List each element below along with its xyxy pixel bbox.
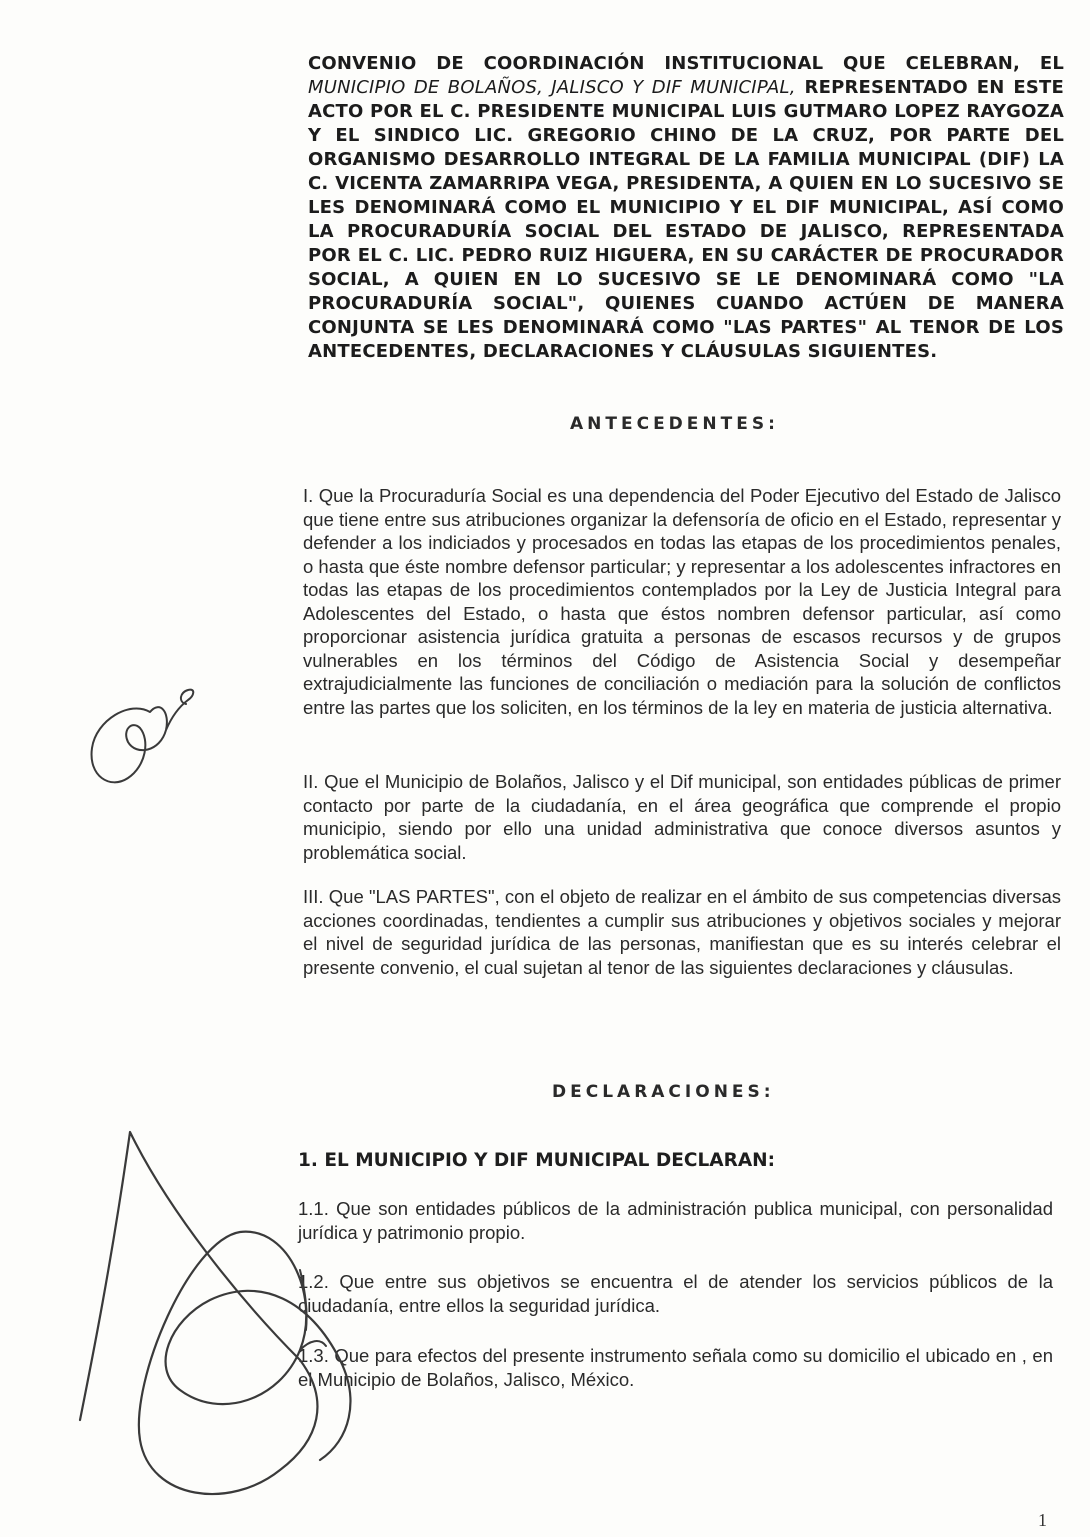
antecedentes-heading: ANTECEDENTES: [570,414,779,434]
declaration-item-1-1: 1.1. Que son entidades públicos de la administración publica municipal, con personalidad jurídica y patrimonio propio. [298,1198,1053,1243]
agreement-title [308,52,1064,364]
declaration-item-1-3: 1.3. Que para efectos del presente instrumento señala como su domicilio el ubicado en , en el Municipio de Bolaños, Jalisco, México. [298,1345,1053,1390]
antecedente-paragraph-2: II. Que el Municipio de Bolaños, Jalisco y el Dif municipal, son entidades públicas de primer contacto por parte de la ciudadanía, en el área geográfica que comprende el propio municipio, siendo por ello una unidad administrativa que conoce diversos asuntos y problemática social. [303,771,1061,863]
declaration-subheading: 1. EL MUNICIPIO Y DIF MUNICIPAL DECLARAN: [298,1150,776,1171]
antecedente-paragraph-1: I. Que la Procuraduría Social es una dependencia del Poder Ejecutivo del Estado de Jalisco que tiene entre sus atribuciones organizar la defensoría de oficio en el Estado, representar y defender a los indiciados y procesados en todas las etapas de los procedimientos penales, o hasta que éste nombre defensor particular; y representar a los adolescentes infractores en todas las etapas de los procedimientos contemplados por la Ley de Justicia Integral para Adolescentes del Estado, o hasta que éstos nombren defensor particular, así como proporcionar asistencia jurídica gratuita a personas de escasos recursos y de grupos vulnerables en los términos del Código de Asistencia Social y desempeñar extrajudicialmente las funciones de conciliación o mediación para la solución de conflictos entre las partes que los soliciten, en los términos de la ley en materia de justicia alternativa. [303,485,1061,718]
declaration-item-1-2: 1.2. Que entre sus objetivos se encuentra el de atender los servicios públicos de la ciudadanía, entre ellos la seguridad jurídica. [298,1271,1053,1316]
initials-signature [92,690,194,783]
page-number: 1 [1038,1510,1047,1530]
antecedente-paragraph-3: III. Que "LAS PARTES", con el objeto de realizar en el ámbito de sus competencias diversas acciones coordinadas, tendientes a cumplir sus atribuciones y objetivos sociales y mejorar el nivel de seguridad jurídica de las personas, manifiestan que es su interés celebrar el presente convenio, el cual sujetan al tenor de las siguientes declaraciones y cláusulas. [303,886,1061,978]
title-body: REPRESENTADO EN ESTE ACTO POR EL C. PRESIDENTE MUNICIPAL LUIS GUTMARO LOPEZ RAYGOZA Y EL SINDICO LIC. GREGORIO CHINO DE LA CRUZ, POR PARTE DEL ORGANISMO DESARROLLO INTEGRAL DE LA FAMILIA MUNICIPAL (DIF) LA C. VICENTA ZAMARRIPA VEGA, PRESIDENTA, A QUIEN EN LO SUCESIVO SE LES DENOMINARÁ COMO EL MUNICIPIO Y EL DIF MUNICIPAL, ASÍ COMO LA PROCURADURÍA SOCIAL DEL ESTADO DE JALISCO, REPRESENTADA POR EL C. LIC. PEDRO RUIZ HIGUERA, EN SU CARÁCTER DE PROCURADOR SOCIAL, A QUIEN EN LO SUCESIVO SE LE DENOMINARÁ COMO "LA PROCURADURÍA SOCIAL", QUIENES CUANDO ACTÚEN DE MANERA CONJUNTA SE LES DENOMINARÁ COMO "LAS PARTES" AL TENOR DE LOS ANTECEDENTES, DECLARACIONES Y CLÁUSULAS SIGUIENTES. [308,77,1064,362]
title-parties-italic: MUNICIPIO DE BOLAÑOS, JALISCO Y DIF MUNICIPAL, [308,77,796,98]
declaraciones-heading: DECLARACIONES: [552,1082,775,1102]
title-line-a: CONVENIO DE COORDINACIÓN INSTITUCIONAL QUE CELEBRAN, EL [308,53,1064,74]
